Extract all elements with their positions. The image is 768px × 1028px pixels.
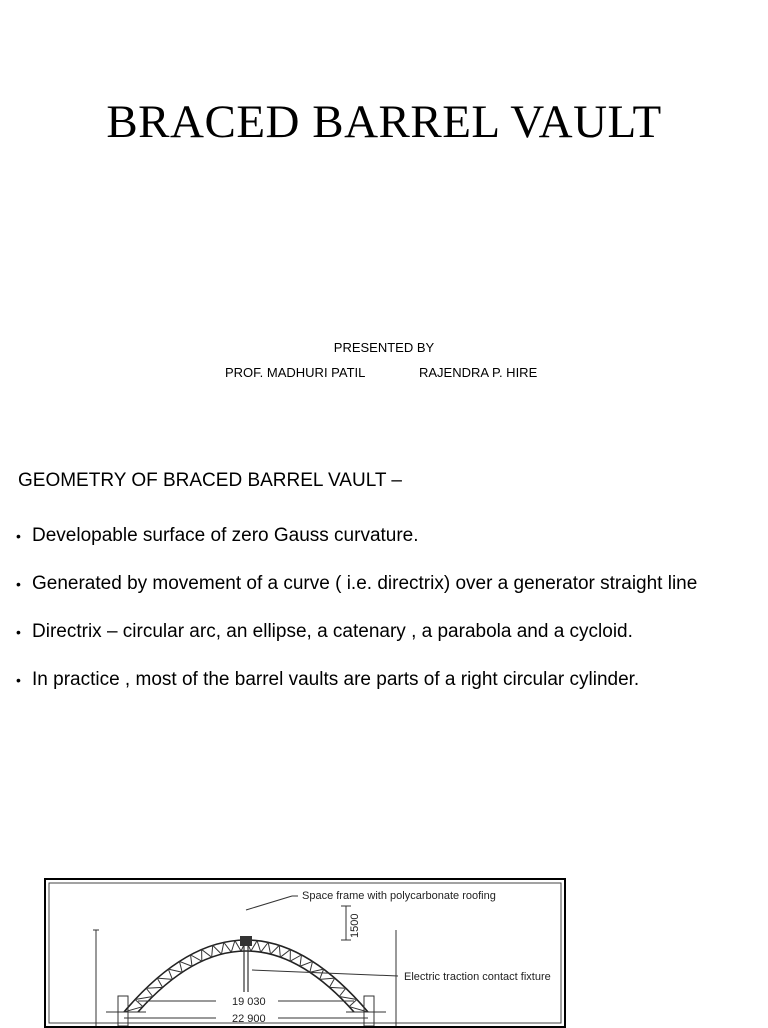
lattice-member bbox=[191, 955, 192, 966]
lattice-member bbox=[261, 942, 268, 952]
lattice-member bbox=[279, 945, 280, 957]
bullet-item bbox=[16, 612, 736, 652]
fixture-label: Electric traction contact fixture bbox=[404, 971, 551, 983]
lattice-member bbox=[179, 961, 182, 972]
presenter-name-1: PROF. MADHURI PATIL bbox=[225, 365, 365, 380]
lattice-member bbox=[300, 955, 301, 966]
page-title: BRACED BARREL VAULT bbox=[0, 92, 768, 152]
presenter-name-2: RAJENDRA P. HIRE bbox=[419, 365, 537, 380]
lattice-member bbox=[224, 942, 231, 952]
vault-drawing-svg bbox=[46, 880, 564, 1026]
lattice-member bbox=[157, 978, 172, 979]
bullet-item bbox=[16, 564, 736, 604]
vault-section-drawing bbox=[44, 878, 566, 1028]
lattice-member bbox=[157, 978, 162, 987]
section-heading: GEOMETRY OF BRACED BARREL VAULT – bbox=[18, 470, 402, 492]
lattice-member bbox=[179, 961, 192, 966]
outer-span-label: 22 900 bbox=[232, 1013, 266, 1025]
lattice-member bbox=[168, 969, 172, 979]
lattice-member bbox=[146, 987, 162, 988]
lattice-member bbox=[191, 955, 202, 961]
lattice-member bbox=[310, 969, 324, 972]
presented-by-label: PRESENTED BY bbox=[0, 340, 768, 355]
bullet-dot-icon: • bbox=[16, 564, 21, 604]
lattice-member bbox=[280, 950, 290, 958]
bullet-item bbox=[16, 516, 736, 556]
bullet-item bbox=[16, 660, 736, 700]
roof-label-leader bbox=[246, 896, 292, 910]
bullet-list bbox=[16, 516, 736, 708]
lattice-member bbox=[231, 941, 235, 953]
bullet-text: In practice , most of the barrel vaults are parts of a right circular cylinder. bbox=[32, 669, 639, 690]
lattice-member bbox=[202, 950, 212, 958]
lattice-member bbox=[168, 969, 182, 972]
height-dimension-label: 1500 bbox=[349, 914, 361, 938]
inner-span-label: 19 030 bbox=[232, 996, 266, 1008]
lattice-member bbox=[329, 987, 345, 988]
lattice-member bbox=[213, 945, 222, 954]
lattice-member bbox=[339, 988, 346, 996]
lattice-member bbox=[146, 988, 153, 996]
bullet-dot-icon: • bbox=[16, 516, 21, 556]
lattice-member bbox=[320, 969, 324, 979]
bullet-text: Developable surface of zero Gauss curvature. bbox=[32, 525, 419, 546]
lattice-member bbox=[310, 961, 313, 972]
lattice-member bbox=[320, 978, 335, 979]
lattice-member bbox=[268, 942, 270, 954]
bullet-text: Directrix – circular arc, an ellipse, a catenary , a parabola and a cycloid. bbox=[32, 621, 633, 642]
bullet-dot-icon: • bbox=[16, 612, 21, 652]
lattice-member bbox=[300, 961, 313, 966]
drawing-border bbox=[49, 883, 561, 1023]
lattice-member bbox=[329, 978, 334, 987]
lattice-member bbox=[257, 941, 261, 953]
lattice-member bbox=[271, 945, 280, 954]
roof-label: Space frame with polycarbonate roofing bbox=[302, 890, 496, 902]
lattice-member bbox=[290, 955, 301, 961]
lattice-member bbox=[212, 945, 213, 957]
lattice-member bbox=[221, 942, 223, 954]
fixture-block bbox=[240, 936, 252, 946]
bullet-dot-icon: • bbox=[16, 660, 21, 700]
bullet-text: Generated by movement of a curve ( i.e. directrix) over a generator straight line bbox=[32, 573, 697, 594]
